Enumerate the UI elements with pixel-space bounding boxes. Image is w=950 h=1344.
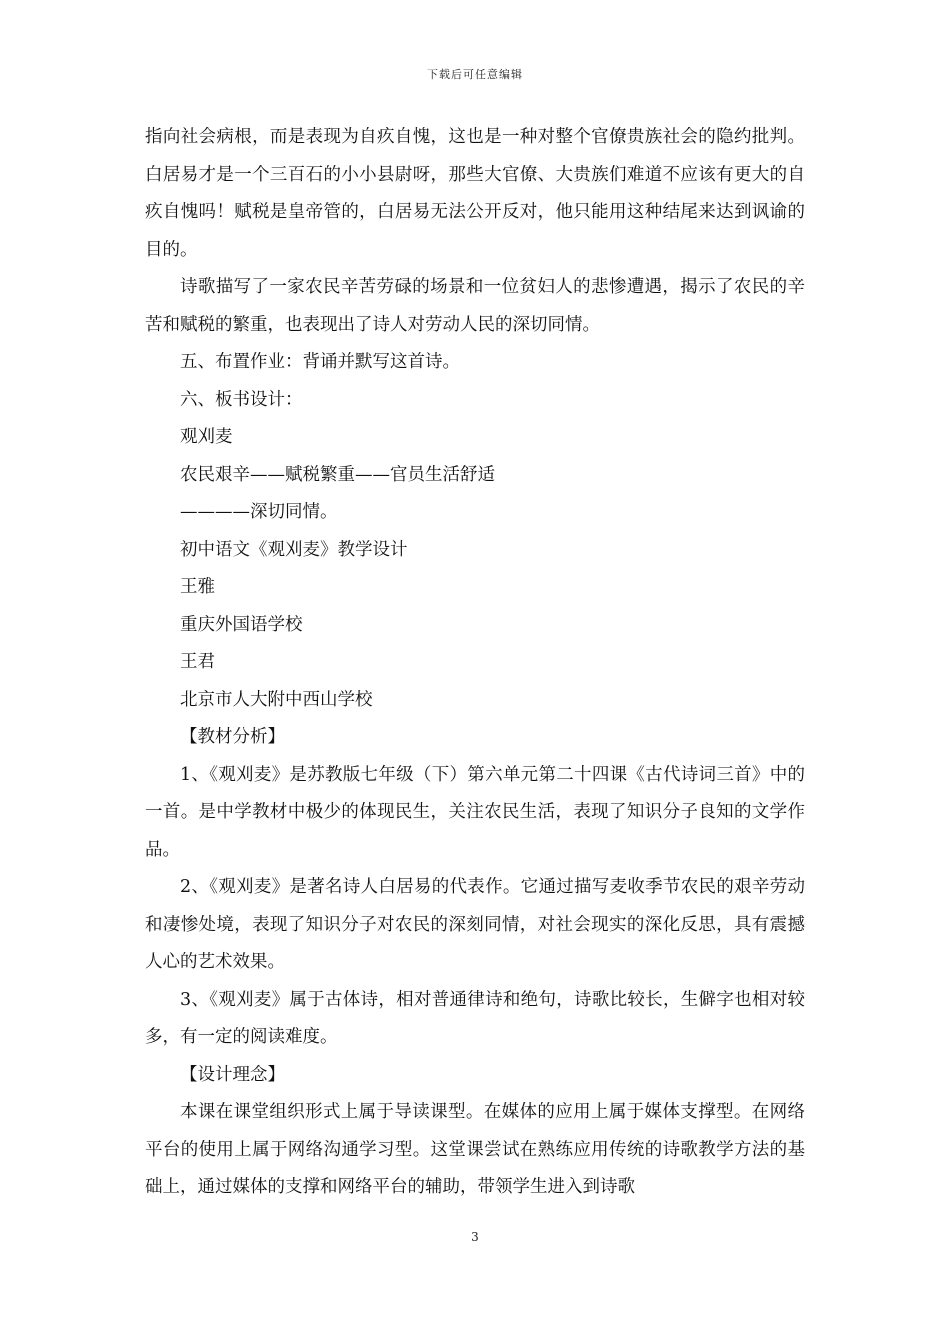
paragraph: 本课在课堂组织形式上属于导读课型。在媒体的应用上属于媒体支撑型。在网络平台的使用上属于网络沟通学习型。这堂课尝试在熟练应用传统的诗歌教学方法的基础上，通过媒体的支撑和网络平台的辅助，带领学生进入到诗歌: [145, 1102, 805, 1197]
section-heading: 【设计理念】: [180, 1064, 285, 1085]
author-affiliation: 重庆外国语学校: [180, 614, 303, 635]
document-body: [145, 119, 805, 1207]
paragraph: 3、《观刈麦》属于古体诗，相对普通律诗和绝句，诗歌比较长，生僻字也相对较多，有一定的阅读难度。: [145, 989, 805, 1047]
author-name: 王雅: [180, 577, 215, 597]
board-line: 农民艰辛——赋税繁重——官员生活舒适: [180, 464, 495, 485]
author-affiliation: 北京市人大附中西山学校: [180, 689, 373, 710]
paragraph: 诗歌描写了一家农民辛苦劳碌的场景和一位贫妇人的悲惨遭遇，揭示了农民的辛苦和赋税的繁重，也表现出了诗人对劳动人民的深切同情。: [145, 277, 805, 335]
paragraph: 五、布置作业：背诵并默写这首诗。: [180, 352, 460, 372]
paragraph: 1、《观刈麦》是苏教版七年级（下）第六单元第二十四课《古代诗词三首》中的一首。是中学教材中极少的体现民生，关注农民生活，表现了知识分子良知的文学作品。: [145, 764, 805, 860]
section-heading: 六、板书设计：: [180, 389, 303, 410]
paragraph: 指向社会病根，而是表现为自疚自愧，这也是一种对整个官僚贵族社会的隐约批判。白居易才是一个三百石的小小县尉呀，那些大官僚、大贵族们难道不应该有更大的自疚自愧吗！赋税是皇帝管的，白居易无法公开反对，他只能用这种结尾来达到讽谕的目的。: [145, 127, 805, 260]
article-title: 初中语文《观刈麦》教学设计: [180, 539, 408, 560]
page-number: 3: [471, 1230, 479, 1244]
author-name: 王君: [180, 652, 215, 672]
board-line: ————深切同情。: [180, 502, 338, 522]
section-heading: 【教材分析】: [180, 727, 285, 747]
paragraph: 2、《观刈麦》是著名诗人白居易的代表作。它通过描写麦收季节农民的艰辛劳动和凄惨处境，表现了知识分子对农民的深刻同情，对社会现实的深化反思，具有震撼人心的艺术效果。: [145, 877, 805, 972]
header-note: 下载后可任意编辑: [427, 68, 523, 81]
board-title: 观刈麦: [180, 427, 233, 447]
